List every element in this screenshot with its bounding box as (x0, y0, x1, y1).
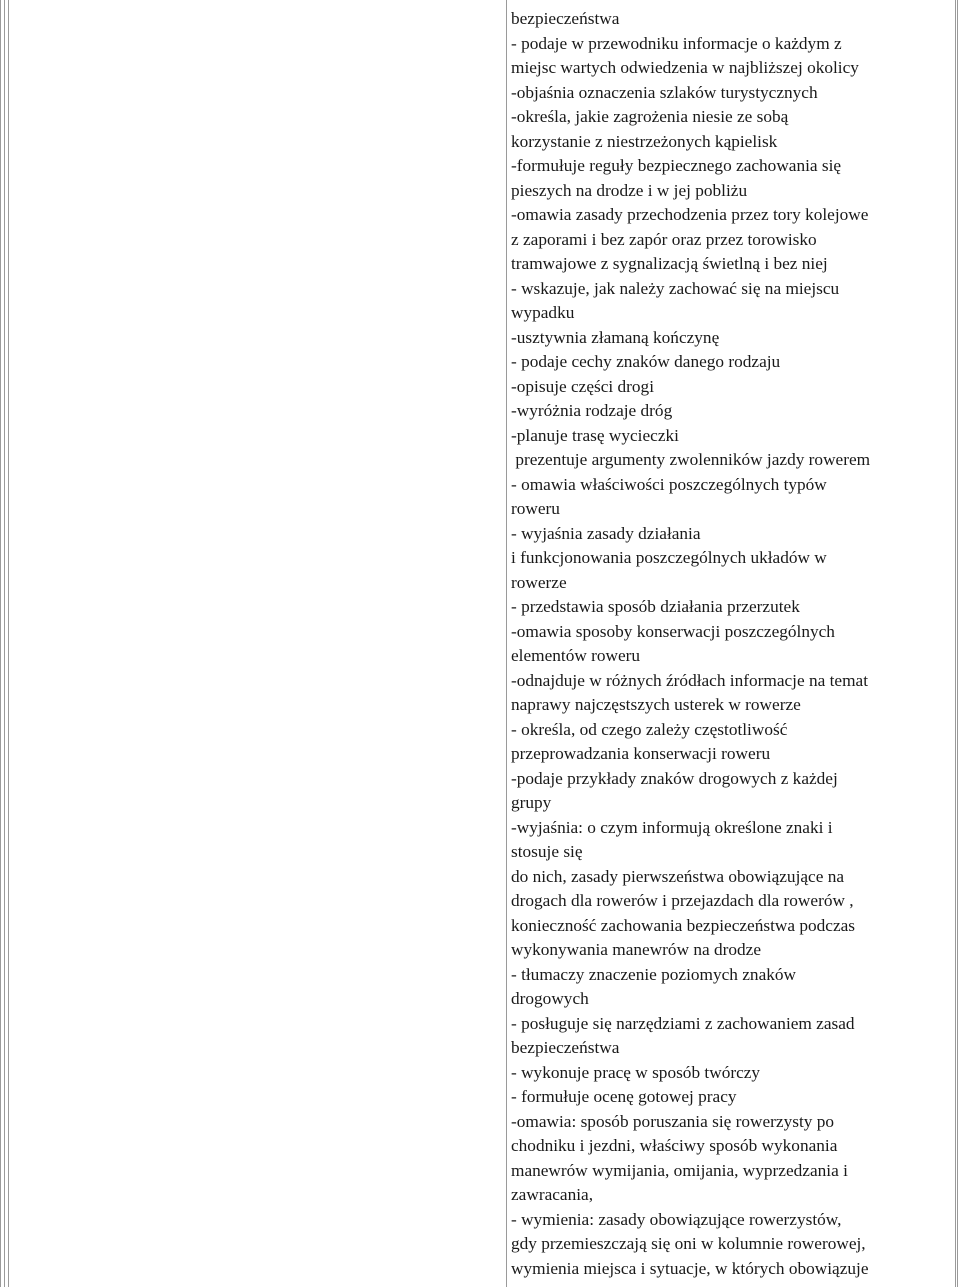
text-line: roweru (511, 499, 560, 518)
text-line: -usztywnia złamaną kończynę (511, 327, 720, 347)
text-line: grupy (511, 793, 552, 812)
table-cell-text (511, 7, 957, 1281)
text-line: tramwajowe z sygnalizacją świetlną i bez niej (511, 254, 828, 273)
text-line: konieczność zachowania bezpieczeństwa podczas (511, 915, 856, 935)
text-line: -omawia sposoby konserwacji poszczególnych (511, 621, 835, 641)
text-line: wymienia miejsca i sytuacje, w których obowiązuje (511, 1258, 869, 1278)
text-line: wypadku (511, 303, 575, 322)
text-line: -objaśnia oznaczenia szlaków turystycznych (511, 82, 818, 102)
column-divider (8, 0, 9, 1287)
text-line: prezentuje argumenty zwolenników jazdy rowerem (511, 450, 871, 469)
text-line: -wyjaśnia: o czym informują określone znaki i (511, 817, 833, 837)
text-line: -określa, jakie zagrożenia niesie ze sobą (511, 107, 789, 126)
text-line: wykonywania manewrów na drodze (511, 940, 762, 959)
text-line: do nich, zasady pierwszeństwa obowiązujące na (511, 866, 845, 886)
text-line: - podaje w przewodniku informacje o każdym z (511, 33, 842, 53)
text-line: drogowych (511, 989, 589, 1008)
text-line: - wyjaśnia zasady działania (511, 523, 701, 543)
text-line: - przedstawia sposób działania przerzutek (511, 597, 800, 616)
text-line: -odnajduje w różnych źródłach informacje na temat (511, 670, 868, 690)
text-line: - formułuje ocenę gotowej pracy (511, 1087, 737, 1106)
text-line: i funkcjonowania poszczególnych układów w (511, 548, 827, 567)
text-line: - podaje cechy znaków danego rodzaju (511, 352, 781, 371)
text-line: - tłumaczy znaczenie poziomych znaków (511, 964, 797, 984)
text-line: -podaje przykłady znaków drogowych z każdej (511, 768, 838, 788)
text-line: -formułuje reguły bezpiecznego zachowania się (511, 156, 842, 175)
text-line: -wyróżnia rodzaje dróg (511, 401, 673, 420)
text-line: -planuje trasę wycieczki (511, 425, 679, 445)
text-line: manewrów wymijania, omijania, wyprzedzania i (511, 1160, 848, 1180)
text-line: - wykonuje pracę w sposób twórczy (511, 1062, 761, 1082)
text-line: chodniku i jezdni, właściwy sposób wykonania (511, 1136, 838, 1155)
text-line: miejsc wartych odwiedzenia w najbliższej okolicy (511, 58, 859, 77)
text-line: -opisuje części drogi (511, 376, 655, 396)
text-line: drogach dla rowerów i przejazdach dla rowerów , (511, 891, 854, 910)
text-line: -omawia zasady przechodzenia przez tory kolejowe (511, 205, 869, 224)
text-line: - określa, od czego zależy częstotliwość (511, 719, 788, 739)
text-line: przeprowadzania konserwacji roweru (511, 744, 771, 763)
text-line: naprawy najczęstszych usterek w rowerze (511, 695, 801, 714)
text-line: bezpieczeństwa (511, 1038, 620, 1057)
text-line: bezpieczeństwa (511, 9, 620, 28)
text-line: zawracania, (511, 1185, 594, 1204)
text-line: gdy przemieszczają się oni w kolumnie rowerowej, (511, 1234, 866, 1253)
text-line: stosuje się (511, 842, 583, 861)
text-line: - wymienia: zasady obowiązujące rowerzystów, (511, 1209, 842, 1229)
text-line: - omawia właściwości poszczególnych typów (511, 474, 827, 494)
column-divider (4, 0, 5, 1287)
text-line: -omawia: sposób poruszania się rowerzysty po (511, 1111, 834, 1131)
text-line: elementów roweru (511, 646, 641, 665)
text-line: rowerze (511, 572, 567, 592)
column-divider (506, 0, 507, 1287)
text-line: - posługuje się narzędziami z zachowaniem zasad (511, 1013, 855, 1033)
text-line: korzystanie z niestrzeżonych kąpielisk (511, 131, 778, 151)
text-line: pieszych na drodze i w jej pobliżu (511, 180, 748, 200)
text-line: z zaporami i bez zapór oraz przez torowisko (511, 229, 817, 249)
text-line: - wskazuje, jak należy zachować się na miejscu (511, 278, 840, 298)
